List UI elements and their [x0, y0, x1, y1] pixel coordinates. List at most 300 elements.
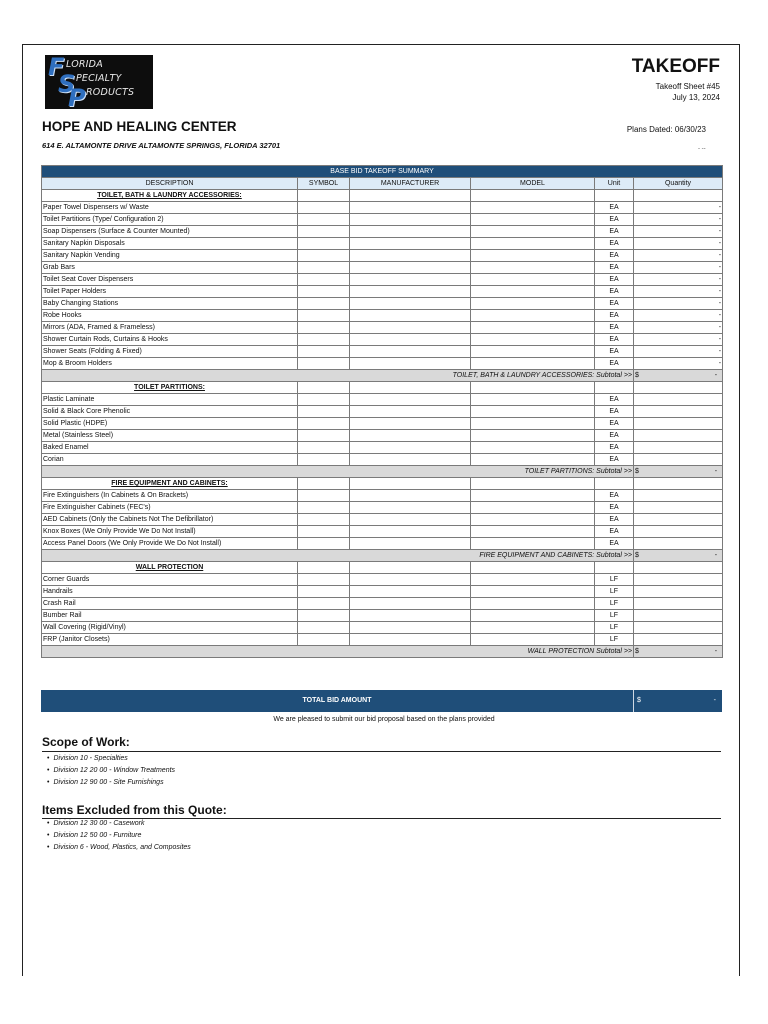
- proposal-statement: We are pleased to submit our bid proposal based on the plans provided: [273, 716, 495, 723]
- col-description: DESCRIPTION: [42, 178, 298, 190]
- row-quantity: [634, 418, 723, 430]
- row-model: [471, 502, 595, 514]
- table-row: [42, 454, 723, 466]
- row-quantity: [634, 406, 723, 418]
- row-manufacturer: [350, 490, 471, 502]
- row-manufacturer: [350, 574, 471, 586]
- row-symbol: [298, 226, 350, 238]
- row-description: Robe Hooks: [42, 310, 298, 322]
- table-cell: [595, 562, 634, 574]
- row-symbol: [298, 298, 350, 310]
- section-header-row: [42, 562, 723, 574]
- row-unit: EA: [595, 454, 634, 466]
- table-row: [42, 622, 723, 634]
- row-quantity: [634, 574, 723, 586]
- table-cell: [595, 382, 634, 394]
- table-row: [42, 310, 723, 322]
- row-quantity: [634, 634, 723, 646]
- row-manufacturer: [350, 526, 471, 538]
- row-manufacturer: [350, 322, 471, 334]
- row-description: Shower Seats (Folding & Fixed): [42, 346, 298, 358]
- project-name: HOPE AND HEALING CENTER: [42, 119, 237, 134]
- scope-rule: [42, 751, 721, 752]
- row-manufacturer: [350, 334, 471, 346]
- row-symbol: [298, 334, 350, 346]
- row-unit: EA: [595, 226, 634, 238]
- row-unit: EA: [595, 310, 634, 322]
- table-row: [42, 598, 723, 610]
- subtotal-row: [42, 646, 723, 658]
- logo-word-1: LORIDA: [66, 59, 103, 70]
- table-banner: BASE BID TAKEOFF SUMMARY: [42, 166, 723, 178]
- table-cell: [298, 478, 350, 490]
- row-symbol: [298, 406, 350, 418]
- table-cell: [350, 190, 471, 202]
- row-manufacturer: [350, 610, 471, 622]
- row-description: Baked Enamel: [42, 442, 298, 454]
- row-description: FRP (Janitor Closets): [42, 634, 298, 646]
- row-unit: EA: [595, 418, 634, 430]
- row-manufacturer: [350, 226, 471, 238]
- row-model: [471, 490, 595, 502]
- table-row: [42, 298, 723, 310]
- row-manufacturer: [350, 394, 471, 406]
- row-unit: EA: [595, 214, 634, 226]
- table-row: [42, 490, 723, 502]
- document-title: TAKEOFF: [631, 56, 720, 77]
- row-quantity: -: [634, 298, 723, 310]
- row-quantity: -: [634, 274, 723, 286]
- row-model: [471, 322, 595, 334]
- table-row: [42, 442, 723, 454]
- subtotal-amount: [634, 466, 723, 478]
- subtotal-label: TOILET, BATH & LAUNDRY ACCESSORIES: Subtotal >>: [42, 370, 634, 382]
- row-model: [471, 238, 595, 250]
- row-description: Solid Plastic (HDPE): [42, 418, 298, 430]
- row-unit: EA: [595, 514, 634, 526]
- row-symbol: [298, 322, 350, 334]
- row-model: [471, 598, 595, 610]
- row-manufacturer: [350, 622, 471, 634]
- row-quantity: [634, 514, 723, 526]
- table-cell: [471, 562, 595, 574]
- sheet-number: Takeoff Sheet #45: [655, 82, 720, 91]
- logo-letter-s: S: [58, 70, 76, 98]
- row-unit: EA: [595, 526, 634, 538]
- row-manufacturer: [350, 406, 471, 418]
- section-header-row: [42, 478, 723, 490]
- scope-heading: Scope of Work:: [42, 735, 130, 749]
- table-cell: [471, 478, 595, 490]
- row-description: Mop & Broom Holders: [42, 358, 298, 370]
- row-model: [471, 226, 595, 238]
- row-manufacturer: [350, 298, 471, 310]
- row-description: Toilet Paper Holders: [42, 286, 298, 298]
- row-unit: EA: [595, 274, 634, 286]
- logo-word-3: RODUCTS: [86, 87, 135, 98]
- col-quantity: Quantity: [634, 178, 723, 190]
- subtotal-dollar-sign: $: [635, 372, 639, 379]
- row-model: [471, 406, 595, 418]
- table-cell: [634, 562, 723, 574]
- row-symbol: [298, 286, 350, 298]
- col-symbol: SYMBOL: [298, 178, 350, 190]
- table-row: [42, 610, 723, 622]
- row-quantity: -: [634, 322, 723, 334]
- row-model: [471, 298, 595, 310]
- row-quantity: [634, 502, 723, 514]
- row-unit: EA: [595, 430, 634, 442]
- row-description: Plastic Laminate: [42, 394, 298, 406]
- section-title: FIRE EQUIPMENT AND CABINETS:: [42, 478, 298, 490]
- table-row: [42, 526, 723, 538]
- row-manufacturer: [350, 214, 471, 226]
- row-symbol: [298, 610, 350, 622]
- excluded-list: [47, 818, 191, 854]
- row-quantity: -: [634, 334, 723, 346]
- table-cell: [471, 382, 595, 394]
- row-symbol: [298, 538, 350, 550]
- row-unit: EA: [595, 442, 634, 454]
- row-unit: EA: [595, 286, 634, 298]
- table-row: [42, 334, 723, 346]
- table-row: [42, 346, 723, 358]
- table-row: [42, 514, 723, 526]
- subtotal-value: -: [714, 552, 718, 559]
- row-manufacturer: [350, 286, 471, 298]
- table-row: [42, 358, 723, 370]
- row-manufacturer: [350, 346, 471, 358]
- row-unit: EA: [595, 334, 634, 346]
- row-unit: EA: [595, 262, 634, 274]
- row-symbol: [298, 214, 350, 226]
- header-mark: - --: [698, 146, 706, 152]
- row-symbol: [298, 310, 350, 322]
- subtotal-row: [42, 370, 723, 382]
- section-header-row: [42, 382, 723, 394]
- row-symbol: [298, 526, 350, 538]
- table-row: [42, 634, 723, 646]
- list-item: • Division 6 - Wood, Plastics, and Composites: [47, 842, 191, 854]
- row-unit: LF: [595, 586, 634, 598]
- subtotal-label: FIRE EQUIPMENT AND CABINETS: Subtotal >>: [42, 550, 634, 562]
- subtotal-amount: [634, 370, 723, 382]
- row-symbol: [298, 598, 350, 610]
- table-row: [42, 238, 723, 250]
- row-manufacturer: [350, 262, 471, 274]
- list-item: • Division 12 90 00 - Site Furnishings: [47, 777, 175, 789]
- row-quantity: -: [634, 238, 723, 250]
- takeoff-table: [41, 165, 723, 658]
- table-cell: [298, 382, 350, 394]
- row-symbol: [298, 358, 350, 370]
- row-description: Wall Covering (Rigid/Vinyl): [42, 622, 298, 634]
- table-cell: [634, 382, 723, 394]
- row-quantity: -: [634, 346, 723, 358]
- table-row: [42, 418, 723, 430]
- row-description: Fire Extinguisher Cabinets (FEC's): [42, 502, 298, 514]
- table-cell: [634, 478, 723, 490]
- row-quantity: -: [634, 286, 723, 298]
- subtotal-value: -: [714, 648, 718, 655]
- row-manufacturer: [350, 634, 471, 646]
- row-quantity: -: [634, 358, 723, 370]
- row-description: Access Panel Doors (We Only Provide We Do Not Install): [42, 538, 298, 550]
- table-row: [42, 250, 723, 262]
- total-bid-value: -: [713, 697, 716, 704]
- row-model: [471, 574, 595, 586]
- row-description: Baby Changing Stations: [42, 298, 298, 310]
- row-unit: EA: [595, 490, 634, 502]
- table-row: [42, 274, 723, 286]
- row-model: [471, 610, 595, 622]
- row-description: Sanitary Napkin Vending: [42, 250, 298, 262]
- row-model: [471, 334, 595, 346]
- section-header-row: [42, 190, 723, 202]
- table-row: [42, 322, 723, 334]
- row-unit: LF: [595, 610, 634, 622]
- table-row: [42, 538, 723, 550]
- table-cell: [634, 190, 723, 202]
- table-cell: [595, 190, 634, 202]
- row-manufacturer: [350, 202, 471, 214]
- total-divider: [633, 690, 634, 712]
- row-model: [471, 202, 595, 214]
- row-unit: EA: [595, 202, 634, 214]
- row-symbol: [298, 622, 350, 634]
- row-symbol: [298, 202, 350, 214]
- table-row: [42, 574, 723, 586]
- project-address: 614 E. ALTAMONTE DRIVE ALTAMONTE SPRINGS, FLORIDA 32701: [42, 141, 281, 150]
- row-manufacturer: [350, 418, 471, 430]
- row-manufacturer: [350, 430, 471, 442]
- row-quantity: [634, 490, 723, 502]
- total-dollar-sign: $: [637, 697, 641, 704]
- row-symbol: [298, 490, 350, 502]
- row-unit: EA: [595, 394, 634, 406]
- list-item: • Division 12 20 00 - Window Treatments: [47, 765, 175, 777]
- row-description: Sanitary Napkin Disposals: [42, 238, 298, 250]
- row-unit: EA: [595, 298, 634, 310]
- section-title: TOILET, BATH & LAUNDRY ACCESSORIES:: [42, 190, 298, 202]
- row-unit: EA: [595, 502, 634, 514]
- subtotal-dollar-sign: $: [635, 648, 639, 655]
- row-model: [471, 538, 595, 550]
- company-logo: [45, 55, 153, 109]
- row-description: Paper Towel Dispensers w/ Waste: [42, 202, 298, 214]
- row-manufacturer: [350, 502, 471, 514]
- excluded-heading: Items Excluded from this Quote:: [42, 803, 227, 817]
- row-unit: EA: [595, 538, 634, 550]
- logo-letter-f: F: [48, 55, 65, 81]
- row-description: Solid & Black Core Phenolic: [42, 406, 298, 418]
- row-description: Fire Extinguishers (In Cabinets & On Brackets): [42, 490, 298, 502]
- row-symbol: [298, 574, 350, 586]
- row-symbol: [298, 250, 350, 262]
- subtotal-value: -: [714, 468, 718, 475]
- row-symbol: [298, 634, 350, 646]
- scope-list: [47, 753, 175, 789]
- plans-dated: Plans Dated: 06/30/23: [626, 125, 706, 134]
- row-quantity: -: [634, 262, 723, 274]
- row-unit: EA: [595, 250, 634, 262]
- row-unit: LF: [595, 598, 634, 610]
- row-description: Shower Curtain Rods, Curtains & Hooks: [42, 334, 298, 346]
- row-model: [471, 526, 595, 538]
- row-manufacturer: [350, 238, 471, 250]
- row-quantity: [634, 610, 723, 622]
- row-symbol: [298, 502, 350, 514]
- row-unit: EA: [595, 406, 634, 418]
- section-title: TOILET PARTITIONS:: [42, 382, 298, 394]
- table-row: [42, 202, 723, 214]
- row-manufacturer: [350, 586, 471, 598]
- row-quantity: [634, 622, 723, 634]
- row-description: Metal (Stainless Steel): [42, 430, 298, 442]
- row-model: [471, 346, 595, 358]
- row-description: Crash Rail: [42, 598, 298, 610]
- row-model: [471, 274, 595, 286]
- table-row: [42, 214, 723, 226]
- list-item: • Division 12 30 00 - Casework: [47, 818, 191, 830]
- row-model: [471, 286, 595, 298]
- row-quantity: -: [634, 250, 723, 262]
- table-cell: [298, 562, 350, 574]
- row-model: [471, 430, 595, 442]
- row-description: Mirrors (ADA, Framed & Frameless): [42, 322, 298, 334]
- col-manufacturer: MANUFACTURER: [350, 178, 471, 190]
- subtotal-label: WALL PROTECTION Subtotal >>: [42, 646, 634, 658]
- row-manufacturer: [350, 358, 471, 370]
- row-quantity: -: [634, 226, 723, 238]
- row-symbol: [298, 586, 350, 598]
- row-model: [471, 442, 595, 454]
- row-unit: EA: [595, 346, 634, 358]
- row-symbol: [298, 274, 350, 286]
- row-description: Knox Boxes (We Only Provide We Do Not Install): [42, 526, 298, 538]
- row-model: [471, 214, 595, 226]
- row-quantity: [634, 586, 723, 598]
- row-model: [471, 358, 595, 370]
- row-symbol: [298, 262, 350, 274]
- row-manufacturer: [350, 274, 471, 286]
- table-cell: [350, 382, 471, 394]
- table-cell: [350, 478, 471, 490]
- row-quantity: [634, 394, 723, 406]
- table-row: [42, 286, 723, 298]
- subtotal-amount: [634, 646, 723, 658]
- table-cell: [595, 478, 634, 490]
- subtotal-value: -: [714, 372, 718, 379]
- row-description: AED Cabinets (Only the Cabinets Not The Defibrillator): [42, 514, 298, 526]
- row-symbol: [298, 418, 350, 430]
- subtotal-dollar-sign: $: [635, 468, 639, 475]
- subtotal-row: [42, 466, 723, 478]
- row-quantity: [634, 454, 723, 466]
- row-manufacturer: [350, 250, 471, 262]
- row-model: [471, 310, 595, 322]
- table-row: [42, 262, 723, 274]
- row-model: [471, 634, 595, 646]
- table-row: [42, 226, 723, 238]
- row-description: Bumber Rail: [42, 610, 298, 622]
- section-title: WALL PROTECTION: [42, 562, 298, 574]
- row-manufacturer: [350, 598, 471, 610]
- row-manufacturer: [350, 454, 471, 466]
- row-model: [471, 394, 595, 406]
- subtotal-amount: [634, 550, 723, 562]
- document-date: July 13, 2024: [672, 93, 720, 102]
- row-symbol: [298, 514, 350, 526]
- row-description: Toilet Seat Cover Dispensers: [42, 274, 298, 286]
- total-bid-label: TOTAL BID AMOUNT: [302, 697, 372, 704]
- row-quantity: -: [634, 310, 723, 322]
- row-description: Toilet Partitions (Type/ Configuration 2): [42, 214, 298, 226]
- row-manufacturer: [350, 442, 471, 454]
- row-description: Soap Dispensers (Surface & Counter Mounted): [42, 226, 298, 238]
- table-cell: [350, 562, 471, 574]
- row-model: [471, 586, 595, 598]
- row-unit: EA: [595, 358, 634, 370]
- row-quantity: -: [634, 214, 723, 226]
- total-bid-bar: [41, 690, 722, 712]
- subtotal-label: TOILET PARTITIONS: Subtotal >>: [42, 466, 634, 478]
- row-unit: LF: [595, 634, 634, 646]
- row-model: [471, 514, 595, 526]
- logo-letter-p: P: [68, 84, 86, 109]
- table-cell: [471, 190, 595, 202]
- row-symbol: [298, 442, 350, 454]
- row-quantity: -: [634, 202, 723, 214]
- row-manufacturer: [350, 514, 471, 526]
- table-row: [42, 394, 723, 406]
- table-row: [42, 586, 723, 598]
- row-manufacturer: [350, 538, 471, 550]
- row-model: [471, 262, 595, 274]
- row-unit: EA: [595, 322, 634, 334]
- row-model: [471, 418, 595, 430]
- table-row: [42, 502, 723, 514]
- table-row: [42, 430, 723, 442]
- list-item: • Division 12 50 00 - Furniture: [47, 830, 191, 842]
- table-row: [42, 406, 723, 418]
- row-model: [471, 622, 595, 634]
- row-quantity: [634, 430, 723, 442]
- row-unit: LF: [595, 574, 634, 586]
- row-symbol: [298, 238, 350, 250]
- subtotal-row: [42, 550, 723, 562]
- row-description: Corner Guards: [42, 574, 298, 586]
- row-description: Corian: [42, 454, 298, 466]
- row-manufacturer: [350, 310, 471, 322]
- row-unit: LF: [595, 622, 634, 634]
- row-symbol: [298, 346, 350, 358]
- row-quantity: [634, 526, 723, 538]
- table-cell: [298, 190, 350, 202]
- row-description: Handrails: [42, 586, 298, 598]
- row-symbol: [298, 394, 350, 406]
- row-description: Grab Bars: [42, 262, 298, 274]
- row-symbol: [298, 430, 350, 442]
- col-model: MODEL: [471, 178, 595, 190]
- col-unit: Unit: [595, 178, 634, 190]
- subtotal-dollar-sign: $: [635, 552, 639, 559]
- row-quantity: [634, 442, 723, 454]
- row-model: [471, 250, 595, 262]
- row-unit: EA: [595, 238, 634, 250]
- list-item: • Division 10 - Specialties: [47, 753, 175, 765]
- logo-word-2: PECIALTY: [76, 73, 122, 84]
